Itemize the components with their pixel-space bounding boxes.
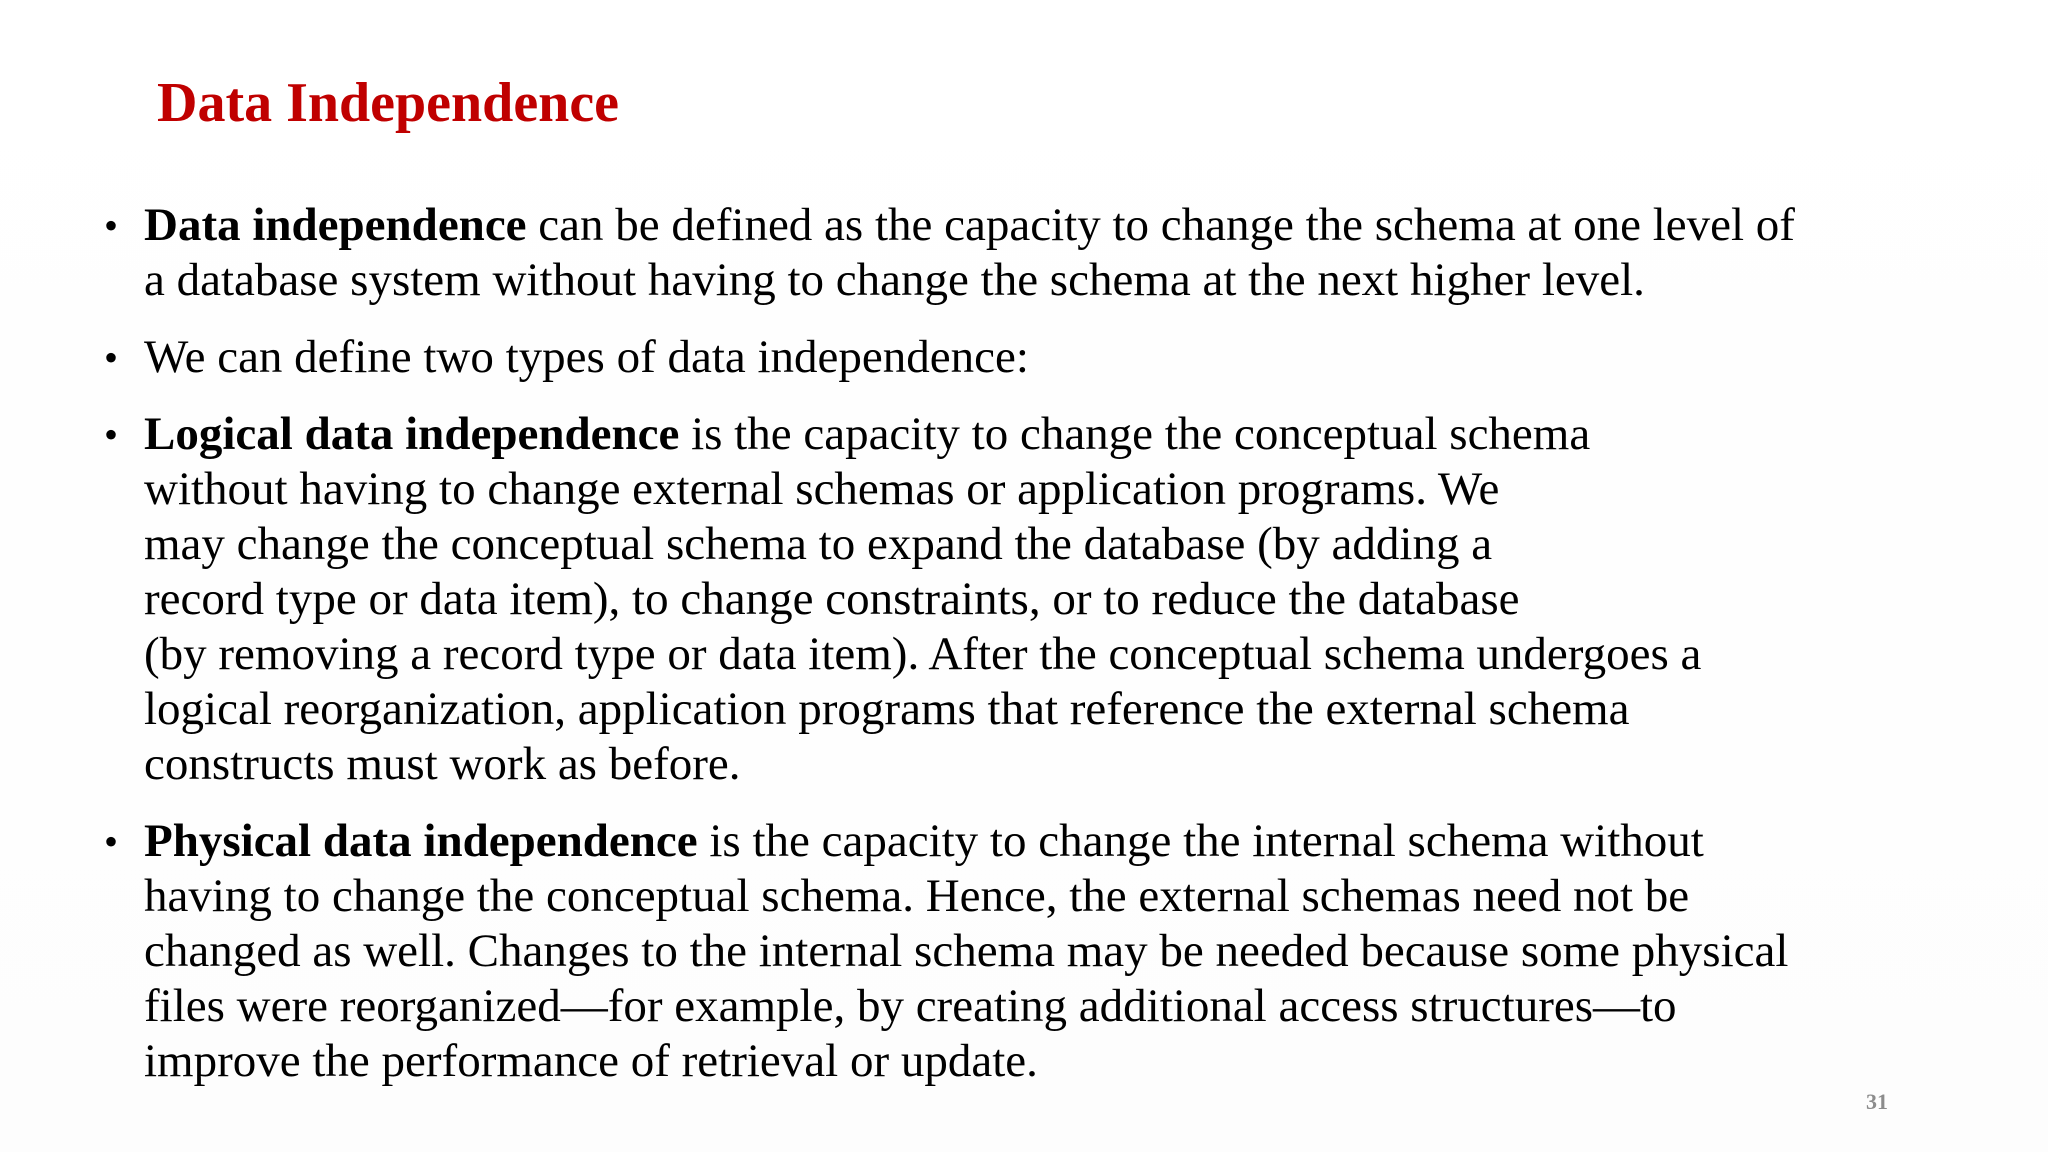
bullet-line: may change the conceptual schema to expand the database (by adding a [144, 518, 1493, 570]
bullet-line: a database system without having to change the schema at the next higher level. [144, 254, 1645, 306]
bullet-line: (by removing a record type or data item). After the conceptual schema undergoes a [144, 628, 1702, 680]
bullet-line: logical reorganization, application programs that reference the external schema [144, 683, 1630, 735]
bullet-line: improve the performance of retrieval or update. [144, 1035, 1038, 1087]
bullet-dot: • [104, 819, 119, 864]
bullet-text: is the capacity to change the conceptual schema [679, 408, 1591, 460]
bullet-logical-data-independence [104, 407, 1984, 792]
bullet-line: files were reorganized—for example, by creating additional access structures—to [144, 980, 1677, 1032]
bullet-line: changed as well. Changes to the internal schema may be needed because some physical [144, 925, 1789, 977]
bullet-line: record type or data item), to change constraints, or to reduce the database [144, 573, 1520, 625]
bullet-term: Data independence [144, 199, 527, 251]
bullet-physical-data-independence [104, 814, 1984, 1089]
bullet-line [144, 198, 1984, 253]
bullet-dot: • [104, 203, 119, 248]
bullet-two-types [104, 330, 1984, 385]
bullet-text: is the capacity to change the internal schema without [697, 815, 1704, 867]
bullet-line: We can define two types of data independence: [144, 331, 1029, 383]
bullet-list [104, 198, 1984, 1111]
bullet-line [144, 814, 1984, 869]
bullet-line: constructs must work as before. [144, 738, 741, 790]
bullet-line [144, 407, 1984, 462]
bullet-term: Physical data independence [144, 815, 698, 867]
bullet-data-independence [104, 198, 1984, 308]
page-number: 31 [1866, 1089, 1888, 1114]
bullet-term: Logical data independence [144, 408, 680, 460]
bullet-line: having to change the conceptual schema. Hence, the external schemas need not be [144, 870, 1690, 922]
bullet-line: without having to change external schemas or application programs. We [144, 463, 1500, 515]
bullet-dot: • [104, 335, 119, 380]
bullet-text: can be defined as the capacity to change the schema at one level of [526, 199, 1795, 251]
slide-title: Data Independence [157, 72, 620, 134]
bullet-dot: • [104, 412, 119, 457]
